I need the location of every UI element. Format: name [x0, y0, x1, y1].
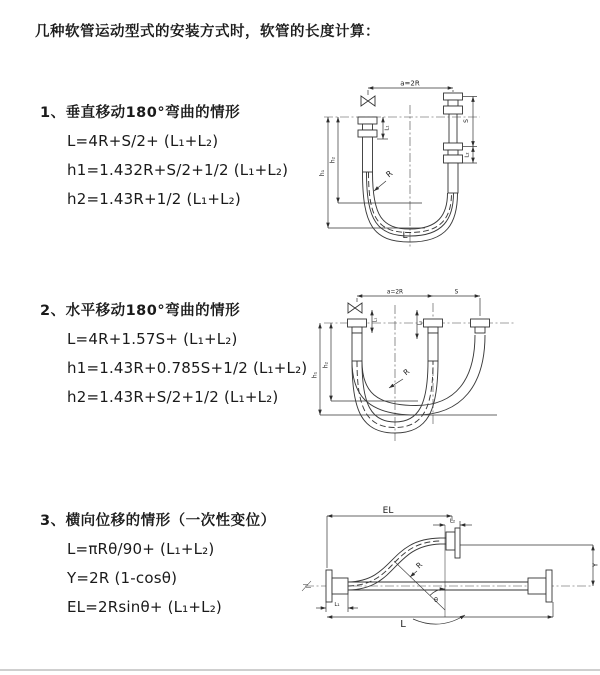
formula-l: L=πRθ/90+ (L₁+L₂) [67, 540, 215, 558]
label-a2r: a=2R [400, 79, 420, 88]
section-1-heading: 1、垂直移动180°弯曲的情形 [40, 105, 241, 121]
label-l2: L₂ [464, 152, 471, 158]
dimension-span-a2r [368, 80, 453, 96]
formula-l: L=4R+1.57S+ (L₁+L₂) [67, 330, 238, 348]
label-s: S [463, 119, 470, 123]
dimension-h1 [319, 117, 328, 228]
label-el: EL [382, 506, 394, 516]
formula-l: L=4R+S/2+ (L₁+L₂) [67, 132, 219, 150]
label-radius: R [414, 560, 425, 571]
section-2-heading: 2、水平移动180°弯曲的情形 [40, 303, 241, 319]
flange-right [444, 93, 463, 193]
flange-upper [440, 528, 460, 558]
label-length-l: L [402, 231, 408, 241]
angle-callout [413, 589, 465, 624]
formula-y: Y=2R (1-cosθ) [67, 569, 178, 587]
flange-right [528, 570, 552, 602]
page-bottom-edge [0, 669, 600, 671]
radius-callout [410, 560, 424, 577]
diagram-vertical-180-bend [310, 75, 600, 255]
flange-left [348, 319, 367, 361]
dimension-l1 [377, 117, 391, 139]
formula-h1: h1=1.43R+0.785S+1/2 (L₁+L₂) [67, 359, 308, 377]
section-2 [40, 299, 308, 417]
dimension-h2 [323, 323, 419, 401]
label-l2: L₂ [449, 518, 456, 525]
radius-callout [389, 367, 411, 388]
label-l1: L₁ [372, 317, 379, 323]
formula-h1: h1=1.432R+S/2+1/2 (L₁+L₂) [67, 161, 289, 179]
label-radius: R [384, 168, 395, 180]
flange-middle [424, 319, 443, 361]
dimension-length-l [328, 228, 425, 241]
label-l1: L₁ [384, 125, 391, 131]
label-h2: h₂ [329, 156, 337, 164]
section-1 [40, 101, 302, 219]
label-l1: L₁ [334, 602, 340, 608]
label-h1: h₁ [319, 169, 326, 177]
dimension-l2 [417, 310, 424, 339]
valve-icon [348, 303, 362, 313]
dimension-el [327, 506, 452, 571]
label-h2: h₂ [322, 361, 330, 369]
label-l2: L₂ [417, 320, 424, 326]
hose-u-bend-moved [352, 335, 485, 415]
page-title: 几种软管运动型式的安装方式时，软管的长度计算： [35, 24, 380, 40]
section-3-heading: 3、横向位移的情形（一次性变位） [40, 513, 276, 529]
flange-left [358, 117, 377, 172]
label-h1: h₁ [311, 371, 319, 379]
dimension-l1 [316, 594, 358, 612]
dimension-span-a2r [357, 290, 480, 317]
formula-h2: h2=1.43R+S/2+1/2 (L₁+L₂) [67, 388, 279, 406]
dimension-length-l [327, 602, 553, 630]
label-a2r: a=2R [386, 289, 404, 296]
diagram-lateral-displacement [300, 498, 600, 648]
flange-right-moved [471, 319, 490, 333]
label-s: S [454, 289, 459, 296]
label-y: Y [591, 562, 600, 568]
section-3 [40, 509, 302, 627]
formula-el: EL=2Rsinθ+ (L₁+L₂) [67, 598, 222, 616]
diagram-horizontal-180-bend [310, 283, 600, 448]
valve-icon [361, 96, 375, 106]
dimension-l1 [372, 310, 379, 333]
label-radius: R [401, 366, 412, 378]
formula-h2: h2=1.43R+1/2 (L₁+L₂) [67, 190, 241, 208]
label-theta: θ [434, 596, 438, 604]
radius-callout [374, 169, 395, 191]
dimension-l2 [433, 519, 472, 530]
flange-left [326, 570, 348, 602]
label-length-l: L [400, 619, 406, 630]
